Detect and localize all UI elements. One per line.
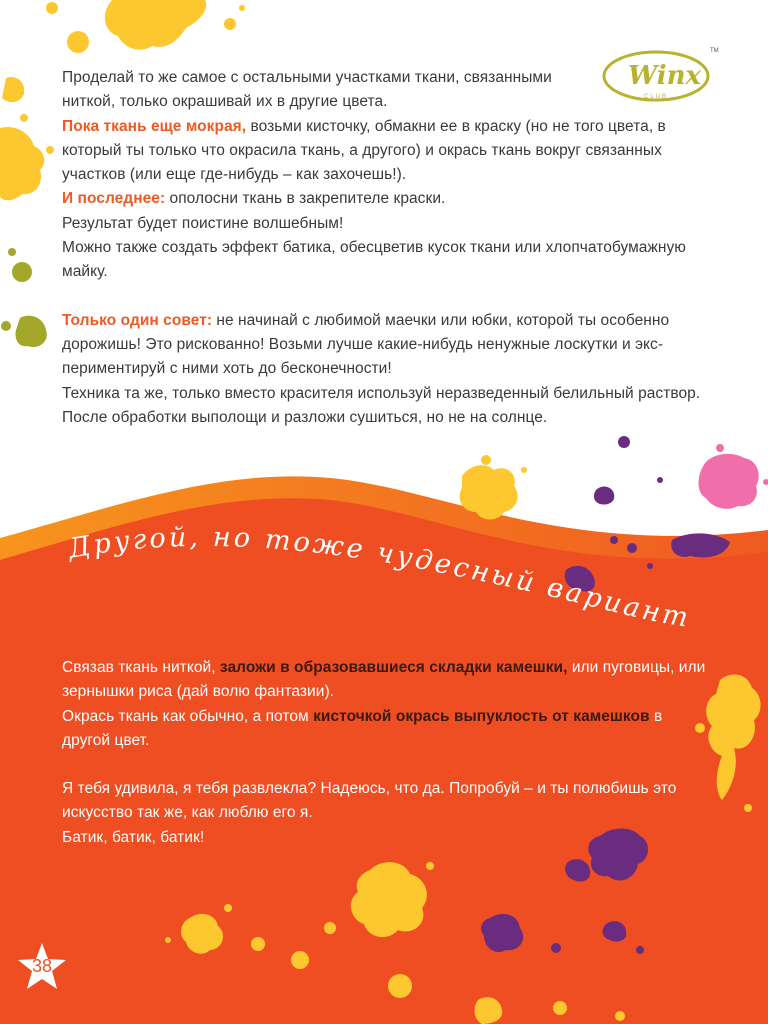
highlight-brush: кисточкой окрась выпуклость от камешков [313, 707, 650, 725]
logo-wordmark: Winx [628, 61, 702, 91]
para-wet [62, 115, 710, 188]
para-advice-rest: не начинай с любимой маечки или юбки, которой ты особенно дорожишь! Это рискованно! Возьми лучше какие-нибудь ненужные лоскутки и экспериментируй с ними хоть до бесконечности! [62, 311, 670, 378]
section-heading [66, 516, 706, 646]
para-repeat: Проделай то же самое с остальными участками ткани, связанными ниткой, только окрашивай их в другие цвета. [62, 69, 552, 111]
para-last-rest: ополосни ткань в закрепителе краски. [165, 190, 446, 208]
para-dry: После обработки выполощи и разложи сушиться, но не на солнце. [62, 408, 548, 426]
para-dye-pre: Окрась ткань как обычно, а потом [62, 707, 314, 725]
para-advice [62, 309, 710, 382]
bottom-text [62, 656, 706, 850]
para-pebbles-pre: Связав ткань ниткой, [62, 659, 220, 676]
highlight-wet: Пока ткань еще мокрая, [62, 117, 247, 135]
para-last [62, 187, 710, 211]
para-result: Результат будет поистине волшебным! [62, 214, 344, 232]
highlight-advice: Только один совет: [62, 311, 213, 329]
para-technique: Техника та же, только вместо красителя используй неразведенный белильный раствор. [62, 384, 701, 402]
spacer [62, 285, 710, 309]
logo-sub: CLUB [644, 94, 669, 100]
para-batik-cheer: Батик, батик, батик! [62, 828, 205, 846]
para-wet-rest: возьми кисточку, обмакни ее в краску (но не того цвета, в который ты только что окрасила ткань, а другого) и окрась ткань вокруг связанных участков (или еще где-нибудь – как захочешь!). [62, 117, 666, 184]
yellow-splat-mid [460, 455, 527, 520]
page-number: 38 [31, 956, 53, 976]
section-heading-text: Другой, но тоже чудесный вариант [66, 521, 694, 634]
para-closing: Я тебя удивила, я тебя развлекла? Надеюсь, что да. Попробуй – и ты полюбишь это искусство так же, как люблю его я. [62, 780, 677, 822]
para-batik: Можно также создать эффект батика, обесцветив кусок ткани или хлопчатобумажную майку. [62, 239, 686, 281]
highlight-pebbles: заложи в образовавшиеся складки камешки, [219, 659, 568, 676]
spacer [62, 753, 706, 777]
green-splats [1, 248, 47, 347]
pink-splat [699, 444, 768, 509]
yellow-splat-left [0, 127, 54, 200]
para-pebbles-post: или пуговицы, или зернышки риса (дай волю фантазии). [62, 659, 706, 701]
para-pebbles [62, 656, 706, 705]
logo-tm: TM [710, 48, 719, 54]
para-dye [62, 705, 706, 754]
highlight-last: И последнее: [62, 190, 166, 208]
para-dye-post: в другой цвет. [62, 707, 663, 749]
top-text [62, 66, 710, 430]
